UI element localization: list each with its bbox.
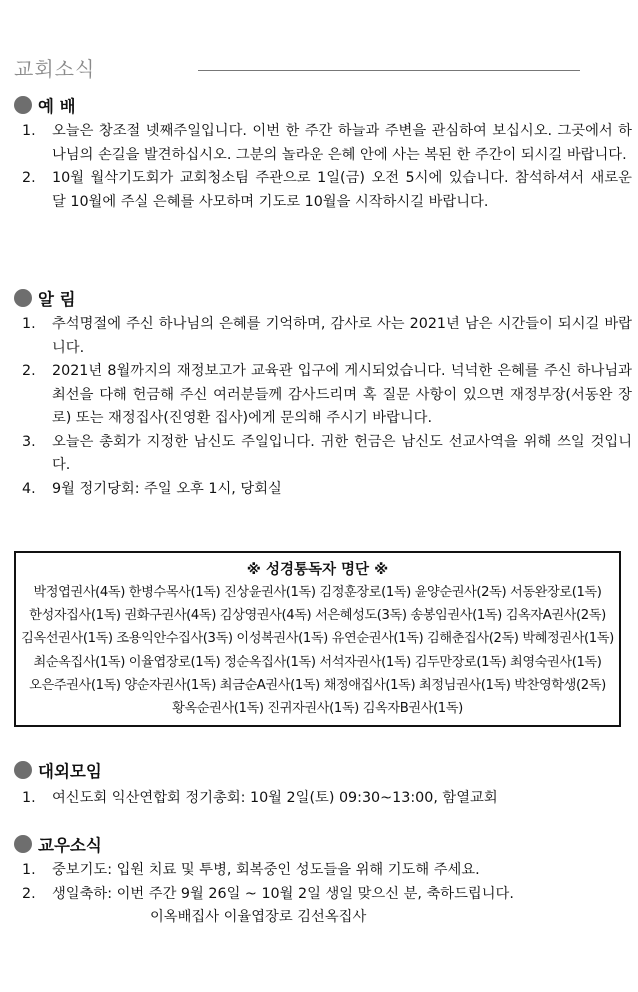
worship-header: [14, 92, 632, 118]
bullet-circle-icon: [14, 835, 32, 853]
bible-readers-box: [14, 551, 621, 727]
bible-readers-title: ※ 성경통독자 명단 ※: [246, 562, 389, 578]
members-heading: 교우소식: [38, 836, 102, 855]
external-header: [14, 757, 632, 783]
notices-heading: 알 림: [38, 290, 76, 309]
list-item: 1. 오늘은 창조절 넷째주일입니다. 이번 한 주간 하늘과 주변을 관심하여 보십시오. 그곳에서 하나님의 손길을 발견하십시오. 그분의 놀라운 은혜 안에 사는 복된 한 주간이 되시길 바랍니다.: [22, 123, 632, 163]
reader-line: 박정엽권사(4독) 한병수목사(1독) 진상윤권사(1독) 김정훈장로(1독) 윤양순권사(2독) 서동완장로(1독): [33, 585, 602, 600]
page-title: 교회소식: [14, 57, 96, 81]
reader-line: 한성자집사(1독) 권화구권사(4독) 김상영권사(4독) 서은혜성도(3독) 송봉임권사(1독) 김옥자A권사(2독): [29, 608, 606, 624]
list-item: 4. 9월 정기당회: 주일 오후 1시, 당회실: [22, 480, 282, 497]
reader-line: 최순옥집사(1독) 이율엽장로(1독) 정순옥집사(1독) 서석자권사(1독) 김두만장로(1독) 최영숙권사(1독): [33, 654, 602, 670]
worship-heading: 예 배: [38, 97, 76, 116]
list-item: 3. 오늘은 총회가 지정한 남신도 주일입니다. 귀한 헌금은 남신도 선교사역을 위해 쓰일 것입니다.: [22, 433, 632, 473]
list-item: 1. 여신도회 익산연합회 정기총회: 10월 2일(토) 09:30~13:00, 함열교회: [22, 790, 498, 806]
list-item: 1. 추석명절에 주신 하나님의 은혜를 기억하며, 감사로 사는 2021년 남은 시간들이 되시길 바랍니다.: [22, 316, 632, 356]
list-item: 2. 10월 월삭기도회가 교회청소팀 주관으로 1일(금) 오전 5시에 있습니다. 참석하셔서 새로운 달 10월에 주실 은혜를 사모하며 기도로 10월을 시작하시길 바랍니다.: [22, 170, 632, 210]
worship-section: [14, 92, 632, 214]
list-item: 2. 생일축하: 이번 주간 9월 26일 ~ 10월 2일 생일 맞으신 분, 축하드립니다. 이옥배집사 이율엽장로 김선옥집사: [14, 883, 632, 930]
reader-line: 황옥순권사(1독) 진귀자권사(1독) 김옥자B권사(1독): [172, 701, 463, 717]
members-section: [14, 831, 632, 930]
bullet-circle-icon: [14, 96, 32, 114]
external-heading: 대외모임: [38, 762, 102, 781]
bullet-circle-icon: [14, 289, 32, 307]
notices-section: [14, 285, 632, 501]
notices-header: [14, 285, 632, 311]
reader-line: 김옥선권사(1독) 조용익안수집사(3독) 이성복권사(1독) 유연순권사(1독) 김해춘집사(2독) 박혜정권사(1독): [21, 631, 614, 647]
list-item: 1. 중보기도: 입원 치료 및 투병, 회복중인 성도들을 위해 기도해 주세요.: [22, 862, 480, 878]
external-section: [14, 757, 632, 811]
members-header: [14, 831, 632, 857]
title-divider: [198, 70, 580, 71]
list-item: 2. 2021년 8월까지의 재정보고가 교육관 입구에 게시되었습니다. 넉넉한 은혜를 주신 하나님과 최선을 다해 헌금해 주신 여러분들께 감사드리며 혹 질문 사항이 있으면 재정부장(서동완 장로) 또는 재정집사(진영환 집사)에게 문의해 주시기 바랍니다.: [22, 363, 632, 426]
birthday-names: 이옥배집사 이율엽장로 김선옥집사: [150, 909, 367, 925]
reader-line: 오은주권사(1독) 양순자권사(1독) 최금순A권사(1독) 채정애집사(1독) 최정님권사(1독) 박찬영학생(2독): [29, 677, 606, 693]
bullet-circle-icon: [14, 761, 32, 779]
